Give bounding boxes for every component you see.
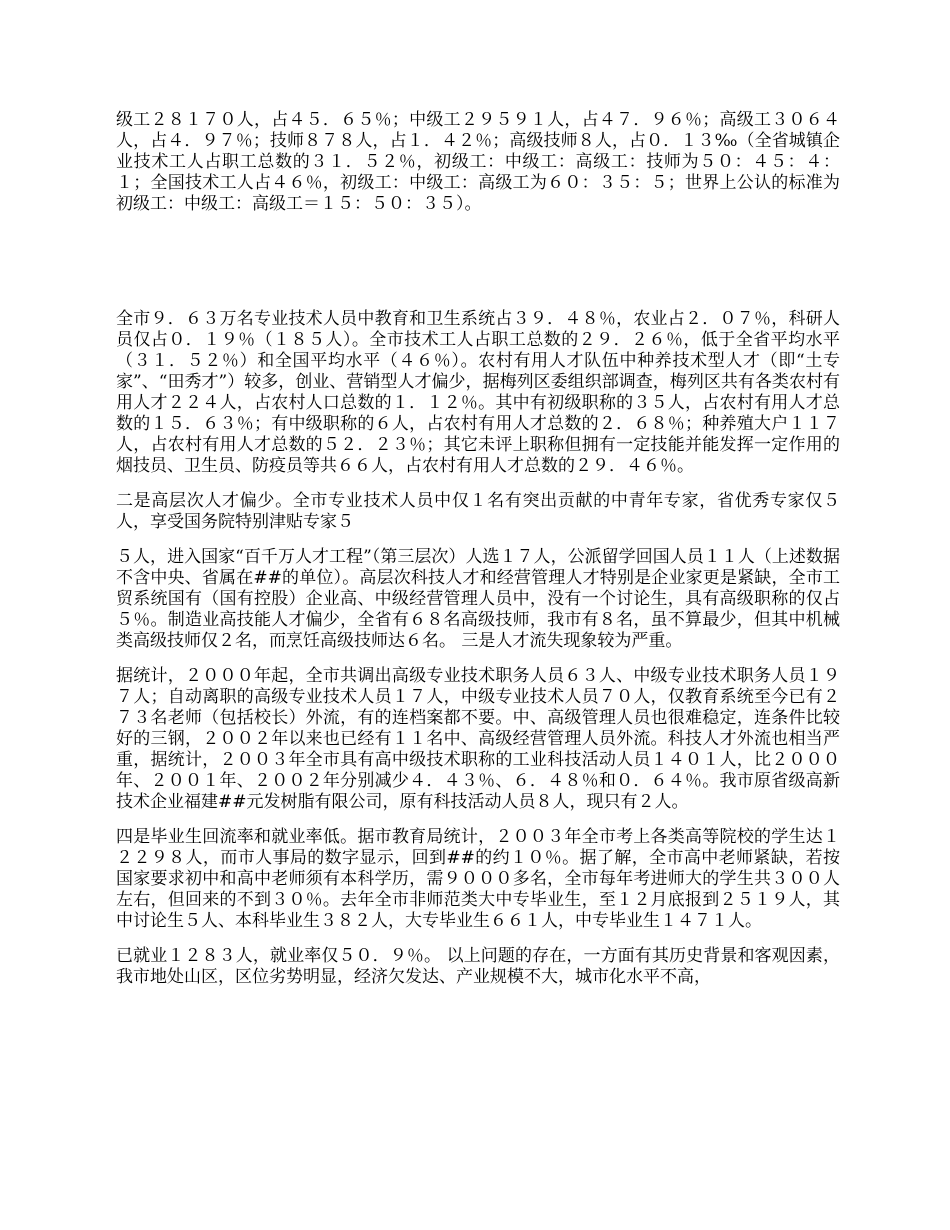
paragraph-high-level-talent-continued: ５人，进入国家“百千万人才工程”（第三层次）人选１７人，公派留学回国人员１１人（上述数据不含中央、省属在##的单位）。高层次科技人才和经营管理人才特别是企业家更是紧缺，全市工贸系统国有（国有控股）企业高、中级经营管理人员中，没有一个讨论生，具有高级职称的仅占５％。制造业高技能人才偏少，全省有６８名高级技师，我市有８名，虽不算最少，但其中机械类高级技师仅２名，而烹饪高级技师达６名。 三是人才流失现象较为严重。 xyxy=(116,547,840,651)
paragraph-professional-staff-distribution: 全市９．６３万名专业技术人员中教育和卫生系统占３９．４８％，农业占２．０７％，科研人员仅占０．１９％（１８５人）。全市技术工人占职工总数的２９．２６％，低于全省平均水平（３１．５２％）和全国平均水平（４６％）。农村有用人才队伍中种养技术型人才（即“土专家”、“田秀才”）较多，创业、营销型人才偏少，据梅列区委组织部调查，梅列区共有各类农村有用人才２２４人，占农村人口总数的１．１２％。其中有初级职称的３５人，占农村有用人才总数的１５．６３％；有中级职称的６人，占农村有用人才总数的２．６８％；种养殖大户１１７人，占农村有用人才总数的５２．２３％；其它未评上职称但拥有一定技能并能发挥一定作用的烟技员、卫生员、防疫员等共６６人，占农村有用人才总数的２９．４６％。 xyxy=(116,309,840,476)
document-body xyxy=(116,110,840,988)
paragraph-graduate-return-rate: 四是毕业生回流率和就业率低。据市教育局统计，２００３年全市考上各类高等院校的学生达１２２９８人，而市人事局的数字显示，回到##的约１０％。据了解，全市高中老师紧缺，若按国家要求初中和高中老师须有本科学历，需９０００多名，全市每年考进师大的学生共３００人左右，但回来的不到３０％。去年全市非师范类大中专毕业生，至１２月底报到２５１９人，其中讨论生５人、本科毕业生３８２人，大专毕业生６６１人，中专毕业生１４７１人。 xyxy=(116,827,840,931)
paragraph-high-level-talent-shortage: 二是高层次人才偏少。全市专业技术人员中仅１名有突出贡献的中青年专家，省优秀专家仅５人，享受国务院特别津贴专家５ xyxy=(116,491,840,532)
paragraph-employment-rate: 已就业１２８３人，就业率仅５０．９％。 以上问题的存在，一方面有其历史背景和客观因素，我市地处山区，区位劣势明显，经济欠发达、产业规模不大，城市化水平不高， xyxy=(116,946,840,987)
paragraph-talent-outflow: 据统计，２０００年起，全市共调出高级专业技术职务人员６３人、中级专业技术职务人员１９７人；自动离职的高级专业技术人员１７人，中级专业技术人员７０人，仅教育系统至今已有２７３名老师（包括校长）外流，有的连档案都不要。中、高级管理人员也很难稳定，连条件比较好的三钢，２００２年以来也已经有１１名中、高级经营管理人员外流。科技人才外流也相当严重，据统计，２００３年全市具有高中级技术职称的工业科技活动人员１４０１人，比２０００年、２００１年、２００２年分别减少４．４３％、６．４８％和０．６４％。我市原省级高新技术企业福建##元发树脂有限公司，原有科技活动人员８人，现只有２人。 xyxy=(116,666,840,812)
paragraph-technical-workers-ratio: 级工２８１７０人，占４５．６５％；中级工２９５９１人，占４７．９６％；高级工３０６４人，占４．９７％；技师８７８人，占１．４２％；高级技师８人，占０．１３‰（全省城镇企业技术工人占职工总数的３１．５２％，初级工：中级工：高级工：技师为５０：４５：４：１；全国技术工人占４６％，初级工：中级工：高级工为６０：３５：５；世界上公认的标准为初级工：中级工：高级工＝１５：５０：３５）。 xyxy=(116,110,840,214)
